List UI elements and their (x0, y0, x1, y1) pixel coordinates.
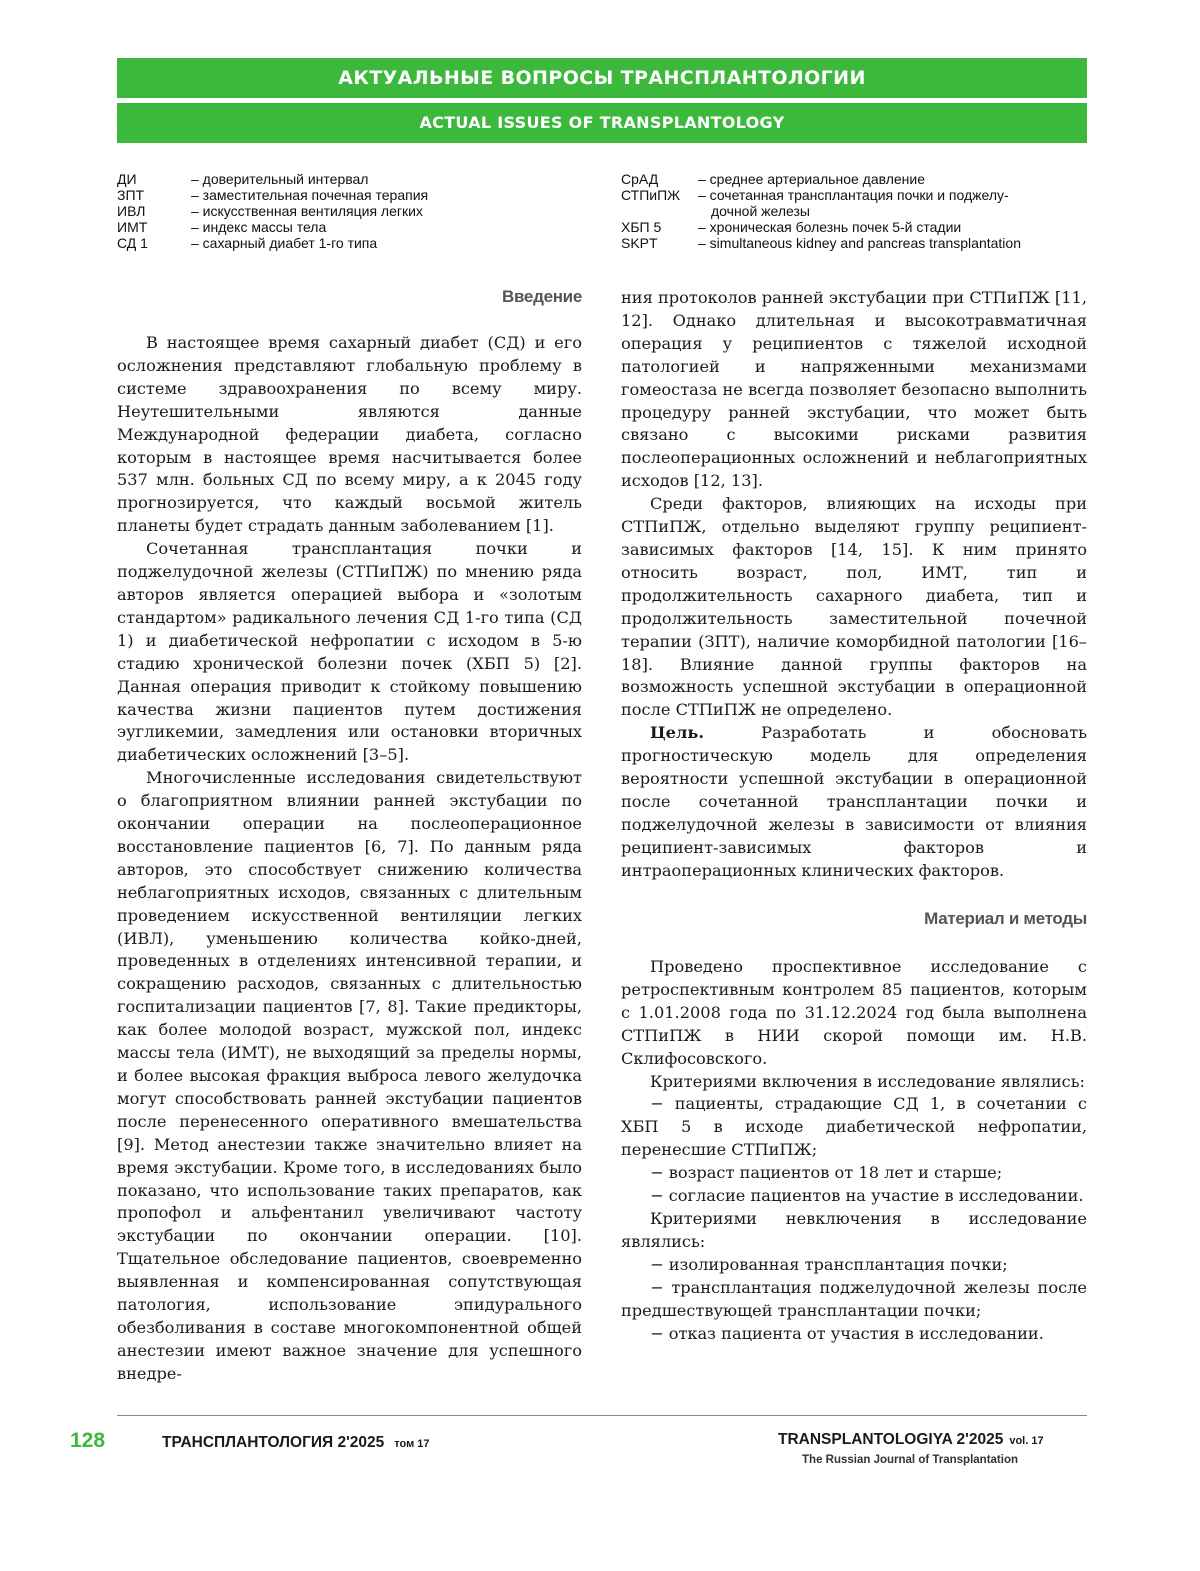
body-column-right-methods (621, 956, 1087, 1345)
abbreviation-term: ИВЛ (117, 203, 146, 219)
goal-text: Разработать и обосновать прогностическую модель для определения вероятности успешной экстубации в операционной после сочетанной трансплантации почки и поджелудочной железы в зависимости от влияния реципиент-зависимых факторов и интраоперационных клинических факторов. (621, 723, 1087, 880)
goal-paragraph (621, 722, 1087, 882)
abbreviation-row (621, 187, 1091, 219)
section-heading-methods: Материал и методы (924, 909, 1087, 928)
paragraph: Критериями невключения в исследование являлись: (621, 1208, 1087, 1251)
abbreviation-definition: – хроническая болезнь почек 5-й стадии (698, 219, 962, 235)
abbreviation-row (117, 219, 587, 235)
abbreviation-row (117, 203, 587, 219)
abbreviation-definition: – индекс массы тела (191, 219, 327, 235)
footer-divider (117, 1415, 1087, 1416)
volume-ru: том 17 (394, 1438, 430, 1450)
abbreviation-term: ХБП 5 (621, 219, 662, 235)
abbreviation-term: ДИ (117, 171, 137, 187)
list-item: − согласие пациентов на участие в исследовании. (650, 1186, 1084, 1206)
journal-subtitle-en: The Russian Journal of Transplantation (802, 1454, 1018, 1466)
section-heading-introduction: Введение (502, 287, 582, 306)
footer-journal-en (778, 1431, 1044, 1449)
paragraph: Критериями включения в исследование являлись: (650, 1071, 1085, 1091)
abbreviation-definition: – simultaneous kidney and pancreas transplantation (698, 235, 1021, 251)
paragraph: Среди факторов, влияющих на исходы при СТПиПЖ, отдельно выделяют группу реципиент-зависимых факторов [14, 15]. К ним принято относить возраст, пол, ИМТ, тип и продолжительность сахарного диабета, тип и продолжительность заместительной почечной терапии (ЗПТ), наличие коморбидной патологии [16–18]. Влияние данной группы факторов на возможность успешной экстубации в операционной после СТПиПЖ не определено. (621, 494, 1087, 720)
abbreviation-row (621, 171, 1091, 187)
journal-title-en: TRANSPLANTOLOGIYA 2'2025 (778, 1431, 1004, 1448)
abbreviations-right (621, 171, 1091, 251)
abbreviation-term: ИМТ (117, 219, 148, 235)
paragraph: Сочетанная трансплантация почки и поджелудочной железы (СТПиПЖ) по мнению ряда авторов является операцией выбора и «золотым стандартом» радикального лечения СД 1-го типа (СД 1) и диабетической нефропатии с исходом в 5-ю стадию хронической болезни почек (ХБП 5) [2]. Данная операция приводит к стойкому повышению качества жизни пациентов путем достижения эугликемии, замедления или остановки вторичных диабетических осложнений [3–5]. (117, 539, 582, 765)
abbreviation-term: SKPT (621, 235, 658, 251)
abbreviation-definition: – заместительная почечная терапия (191, 187, 429, 203)
footer-journal-ru (162, 1434, 430, 1452)
list-item: − трансплантация поджелудочной железы после предшествующей трансплантации почки; (621, 1277, 1087, 1320)
abbreviations-left (117, 171, 587, 251)
section-banner-ru: АКТУАЛЬНЫЕ ВОПРОСЫ ТРАНСПЛАНТОЛОГИИ (117, 58, 1087, 98)
abbreviation-definition: – доверительный интервал (191, 171, 369, 187)
abbreviation-term: СТПиПЖ (621, 187, 681, 203)
page-number: 128 (70, 1429, 106, 1452)
abbreviation-term: СД 1 (117, 235, 148, 251)
body-column-right-top (621, 287, 1087, 883)
goal-label: Цель. (650, 723, 704, 743)
abbreviation-definition: – среднее артериальное давление (698, 171, 926, 187)
section-banner-en: ACTUAL ISSUES OF TRANSPLANTOLOGY (117, 103, 1087, 143)
volume-en: vol. 17 (1009, 1435, 1044, 1447)
abbreviation-definition-line1: – сочетанная трансплантация почки и поджелу- (698, 187, 1009, 203)
paragraph: ния протоколов ранней экстубации при СТПиПЖ [11, 12]. Однако длительная и высокотравматичная операция у реципиентов с тяжелой исходной патологией и напряженными механизмами гомеостаза не всегда позволяет безопасно выполнить процедуру ранней экстубации, что может быть связано с высокими рисками развития послеоперационных осложнений и неблагоприятных исходов [12, 13]. (621, 288, 1087, 491)
paragraph: Многочисленные исследования свидетельствуют о благоприятном влиянии ранней экстубации по окончании операции на послеоперационное восстановление пациентов [6, 7]. По данным ряда авторов, это способствует снижению количества неблагоприятных исходов, связанных с длительным проведением искусственной вентиляции легких (ИВЛ), уменьшению количества койко-дней, проведенных в отделениях интенсивной терапии, и сокращению расходов, связанных с длительностью госпитализации пациентов [7, 8]. Такие предикторы, как более молодой возраст, мужской пол, индекс массы тела (ИМТ), не выходящий за пределы нормы, и более высокая фракция выброса левого желудочка могут способствовать ранней экстубации пациентов после перенесенного оперативного вмешательства [9]. Метод анестезии также значительно влияет на время экстубации. Кроме того, в исследованиях было показано, что использование таких препаратов, как пропофол и альфентанил увеличивают частоту экстубации по окончании операции. [10]. Тщательное обследование пациентов, своевременно выявленная и компенсированная сопутствующая патология, использование эпидурального обезболивания в составе многокомпонентной общей анестезии имеют важное значение для успешного внедре- (117, 768, 582, 1383)
list-item: − пациенты, страдающие СД 1, в сочетании с ХБП 5 в исходе диабетической нефропатии, перенесшие СТПиПЖ; (621, 1094, 1087, 1160)
abbreviation-row (117, 171, 587, 187)
abbreviation-definition: – искусственная вентиляция легких (191, 203, 423, 219)
paragraph: В настоящее время сахарный диабет (СД) и его осложнения представляют глобальную проблему в системе здравоохранения по всему миру. Неутешительными являются данные Международной федерации диабета, согласно которым в настоящее время насчитывается более 537 млн. больных СД по всему миру, а к 2045 году прогнозируется, что каждый восьмой житель планеты будет страдать данным заболеванием [1]. (117, 333, 582, 536)
abbreviation-term: СрАД (621, 171, 659, 187)
journal-title-ru: ТРАНСПЛАНТОЛОГИЯ 2'2025 (162, 1434, 385, 1451)
abbreviation-row (621, 219, 1091, 235)
abbreviation-row (117, 187, 587, 203)
abbreviation-row (621, 235, 1091, 251)
list-item: − изолированная трансплантация почки; (650, 1254, 1008, 1274)
abbreviation-row (117, 235, 587, 251)
abbreviation-definition: – сахарный диабет 1-го типа (191, 235, 378, 251)
list-item: − возраст пациентов от 18 лет и старше; (650, 1163, 1003, 1183)
abbreviation-definition (621, 187, 1091, 219)
body-column-left (117, 332, 582, 1386)
abbreviation-definition-line2: дочной железы (711, 203, 810, 219)
list-item: − отказ пациента от участия в исследовании. (650, 1323, 1044, 1343)
abbreviation-term: ЗПТ (117, 187, 145, 203)
paragraph: Проведено проспективное исследование с ретроспективным контролем 85 пациентов, которым с 1.01.2008 года по 31.12.2024 год была выполнена СТПиПЖ в НИИ скорой помощи им. Н.В. Склифосовского. (621, 957, 1087, 1068)
